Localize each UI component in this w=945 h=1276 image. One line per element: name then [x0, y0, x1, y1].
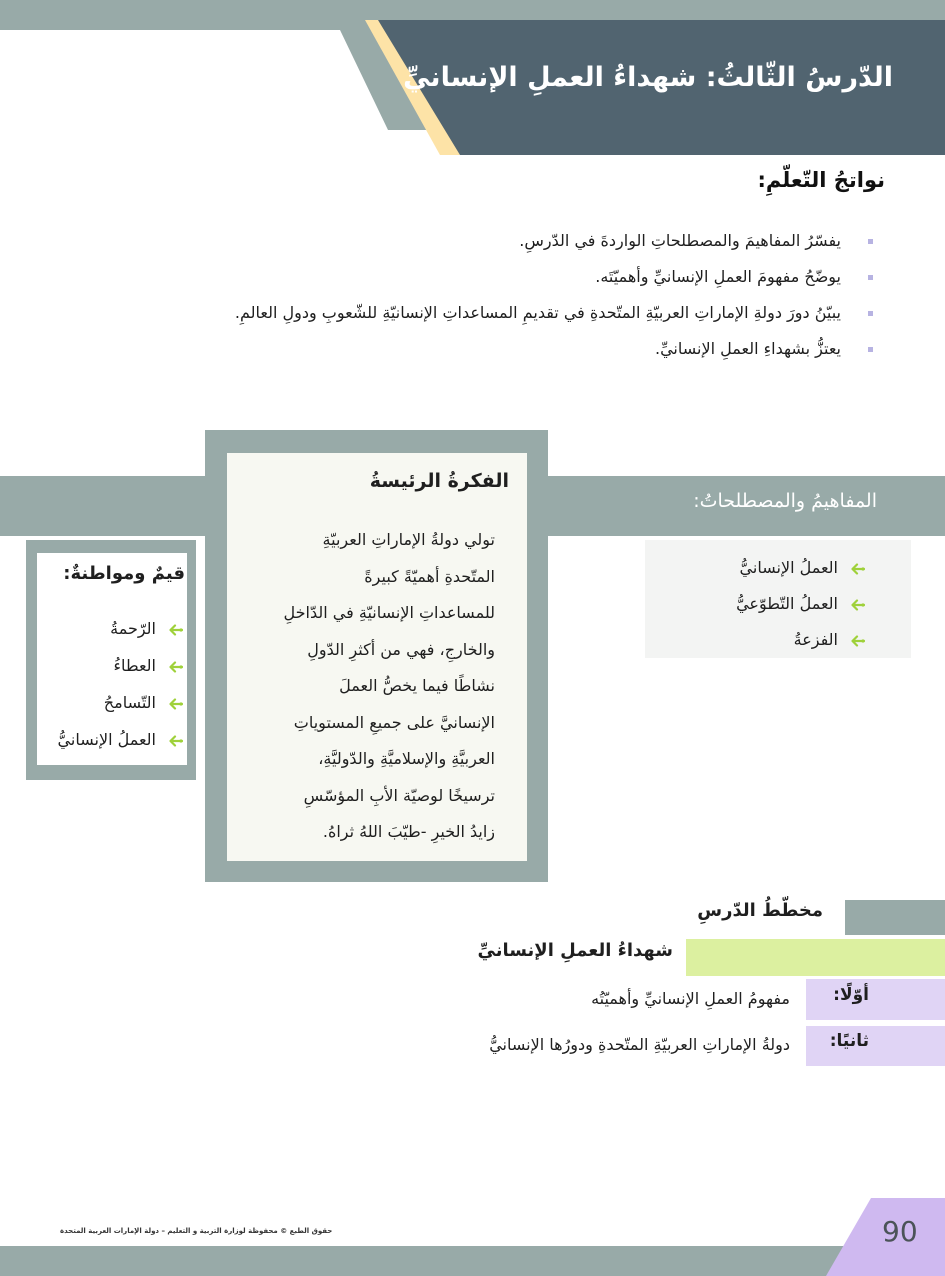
concepts-list	[736, 555, 865, 663]
main-idea-line: ترسيخًا لوصيّة الأبِ المؤسّسِ	[303, 785, 495, 805]
arrow-icon	[168, 661, 183, 673]
plan-section-text: مفهومُ العملِ الإنسانيِّ وأهميّتُه	[591, 989, 790, 1008]
values-title: قيمٌ ومواطنةٌ:	[63, 563, 185, 584]
footer-bar	[0, 1246, 945, 1276]
value-item	[58, 727, 183, 764]
main-idea-line: زايدُ الخيرِ -طيّبَ اللهُ ثراهُ.	[322, 822, 495, 841]
plan-section-number: ثانيًا:	[829, 1031, 869, 1051]
arrow-icon	[168, 735, 183, 747]
concept-item	[736, 591, 865, 627]
concept-label: العملُ الإنسانيُّ	[739, 558, 838, 577]
plan-topic-bar	[686, 939, 945, 976]
outcomes-heading: نواتجُ التّعلّمِ:	[757, 168, 885, 192]
value-item	[58, 653, 183, 690]
values-list	[58, 616, 183, 764]
value-label: العطاءُ	[113, 656, 156, 675]
plan-tab	[845, 900, 945, 935]
arrow-icon	[168, 624, 183, 636]
value-label: التّسامحُ	[103, 693, 156, 712]
concept-label: الفزعةُ	[793, 630, 838, 649]
main-idea-text	[240, 522, 495, 851]
value-item	[58, 616, 183, 653]
main-idea-line: والخارجِ، فهي من أكثرِ الدّولِ	[307, 639, 495, 659]
value-label: العملُ الإنسانيُّ	[57, 730, 156, 749]
arrow-icon	[168, 698, 183, 710]
plan-topic: شهداءُ العملِ الإنسانيِّ	[477, 940, 673, 961]
top-strip	[0, 0, 945, 20]
plan-heading: مخطّطُ الدّرسِ	[697, 900, 823, 921]
value-item	[58, 690, 183, 727]
main-idea-line: تولي دولةُ الإماراتِ العربيّةِ	[322, 530, 495, 549]
copyright-notice: حقوق الطبع © محفوظة لوزارة التربية و التعليم – دولة الإمارات العربية المتحدة	[60, 1227, 333, 1235]
main-idea-line: للمساعداتِ الإنسانيّةِ في الدّاخلِ	[283, 603, 495, 622]
main-idea-line: الإنسانيَّ على جميعِ المستوياتِ	[293, 712, 495, 732]
arrow-icon	[850, 599, 865, 611]
arrow-icon	[850, 563, 865, 575]
outcome-item: يعتزُّ بشهداءِ العملِ الإنسانيِّ.	[73, 336, 873, 372]
concepts-heading: المفاهيمُ والمصطلحاتُ:	[693, 490, 877, 512]
concept-label: العملُ التّطوّعيُّ	[736, 594, 838, 613]
main-idea-title: الفكرةُ الرئيسةُ	[369, 470, 509, 492]
main-idea-line: المتّحدةِ أهميّةً كبيرةً	[364, 566, 495, 586]
outcomes-list	[73, 228, 873, 372]
main-idea-line: العربيَّةِ والإسلاميَّةِ والدّوليَّةِ،	[318, 749, 495, 768]
outcome-item: يبيّنُ دورَ دولةِ الإماراتِ العربيّةِ المتّحدةِ في تقديمِ المساعداتِ الإنسانيّةِ للشّعوبِ ودولِ العالمِ.	[73, 300, 873, 336]
outcome-item: يفسّرُ المفاهيمَ والمصطلحاتِ الواردةَ في الدّرسِ.	[73, 228, 873, 264]
main-idea-line: نشاطًا فيما يخصُّ العملَ	[339, 676, 495, 695]
value-label: الرّحمةُ	[110, 619, 156, 638]
outcome-item: يوضّحُ مفهومَ العملِ الإنسانيِّ وأهميّتَه.	[73, 264, 873, 300]
concept-item	[736, 555, 865, 591]
plan-number-box	[806, 979, 945, 1020]
arrow-icon	[850, 635, 865, 647]
plan-section-number: أوّلًا:	[833, 985, 869, 1005]
plan-number-box	[806, 1026, 945, 1066]
plan-section-text: دولةُ الإماراتِ العربيّةِ المتّحدةِ ودورُها الإنسانيُّ	[489, 1035, 790, 1054]
page-number: 90	[882, 1215, 918, 1248]
header-white-shape	[0, 30, 400, 155]
lesson-title: الدّرسُ الثّالثُ: شهداءُ العملِ الإنسانيِّ	[403, 62, 893, 93]
concept-item	[736, 627, 865, 663]
